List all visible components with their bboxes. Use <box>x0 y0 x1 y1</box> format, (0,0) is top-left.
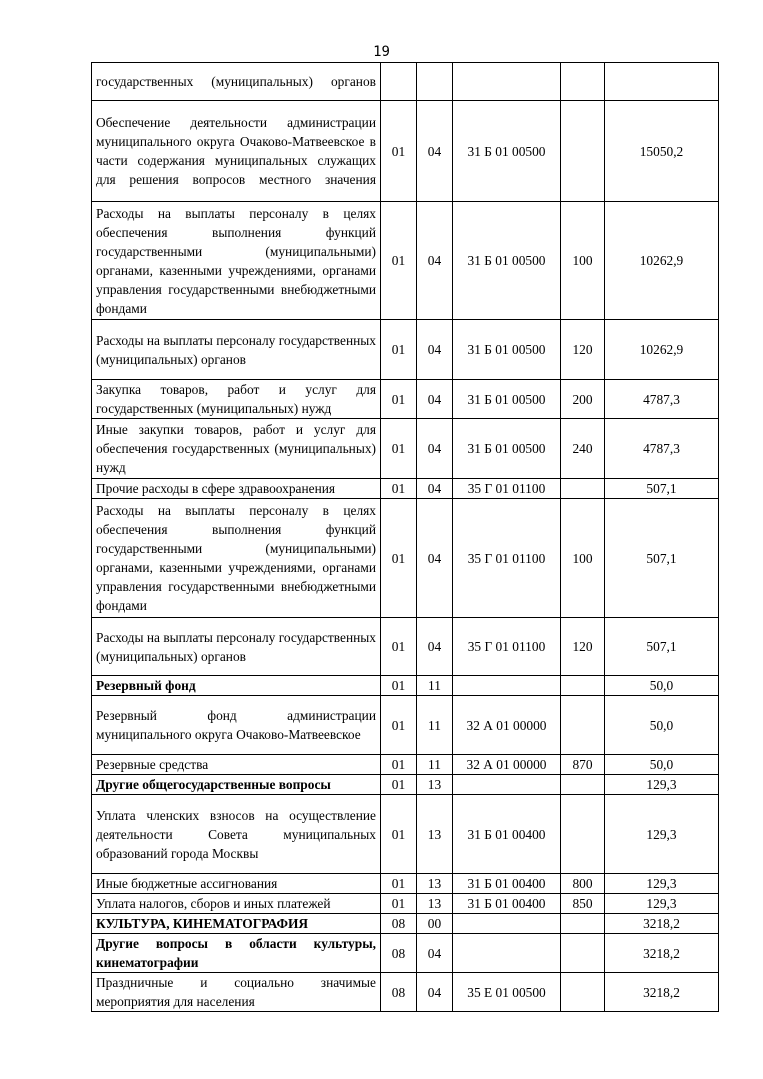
row-target-article: 31 Б 01 00500 <box>453 380 561 419</box>
row-section: 01 <box>381 499 417 618</box>
row-name: КУЛЬТУРА, КИНЕМАТОГРАФИЯ <box>92 914 381 934</box>
row-subsection: 13 <box>417 874 453 894</box>
row-name: Расходы на выплаты персоналу в целях обеспечения выполнения функций государственными (муниципальными) органами, казенными учреждениями, органами управления государственными внебюджетными фондами <box>92 202 381 320</box>
row-section: 08 <box>381 934 417 973</box>
row-subsection: 13 <box>417 894 453 914</box>
row-expense-type: 870 <box>561 755 605 775</box>
row-expense-type: 800 <box>561 874 605 894</box>
row-section: 01 <box>381 696 417 755</box>
row-target-article: 31 Б 01 00400 <box>453 894 561 914</box>
row-sum: 3218,2 <box>605 914 719 934</box>
row-section: 01 <box>381 894 417 914</box>
row-name: Иные закупки товаров, работ и услуг для обеспечения государственных (муниципальных) нужд <box>92 419 381 479</box>
row-name: Резервный фонд администрации муниципального округа Очаково-Матвеевское <box>92 696 381 755</box>
row-name: Уплата членских взносов на осуществление деятельности Совета муниципальных образований города Москвы <box>92 795 381 874</box>
row-sum: 3218,2 <box>605 973 719 1012</box>
row-target-article: 32 А 01 00000 <box>453 696 561 755</box>
row-name: Расходы на выплаты персоналу в целях обеспечения выполнения функций государственными (муниципальными) органами, казенными учреждениями, органами управления государственными внебюджетными фондами <box>92 499 381 618</box>
row-subsection: 04 <box>417 479 453 499</box>
row-section: 01 <box>381 874 417 894</box>
row-section: 01 <box>381 380 417 419</box>
row-expense-type: 120 <box>561 618 605 676</box>
table-row <box>92 874 719 894</box>
row-subsection: 11 <box>417 755 453 775</box>
row-name: Уплата налогов, сборов и иных платежей <box>92 894 381 914</box>
row-target-article <box>453 63 561 101</box>
row-target-article: 35 Г 01 01100 <box>453 479 561 499</box>
row-sum: 507,1 <box>605 499 719 618</box>
page-number: 19 <box>373 44 390 60</box>
table-row <box>92 795 719 874</box>
row-name: Закупка товаров, работ и услуг для государственных (муниципальных) нужд <box>92 380 381 419</box>
row-name: Праздничные и социально значимые мероприятия для населения <box>92 973 381 1012</box>
row-section: 01 <box>381 775 417 795</box>
row-name: государственных (муниципальных) органов <box>92 63 381 101</box>
row-target-article <box>453 775 561 795</box>
row-section: 01 <box>381 202 417 320</box>
row-expense-type <box>561 795 605 874</box>
row-sum: 129,3 <box>605 894 719 914</box>
row-subsection: 04 <box>417 499 453 618</box>
row-section: 08 <box>381 914 417 934</box>
row-section: 01 <box>381 320 417 380</box>
row-name: Расходы на выплаты персоналу государственных (муниципальных) органов <box>92 618 381 676</box>
row-target-article: 35 Г 01 01100 <box>453 499 561 618</box>
table-row <box>92 755 719 775</box>
row-expense-type <box>561 479 605 499</box>
row-section: 01 <box>381 618 417 676</box>
row-expense-type <box>561 101 605 202</box>
row-expense-type <box>561 63 605 101</box>
row-name: Другие вопросы в области культуры, кинематографии <box>92 934 381 973</box>
table-row <box>92 419 719 479</box>
row-sum: 15050,2 <box>605 101 719 202</box>
row-sum: 129,3 <box>605 795 719 874</box>
table-row <box>92 499 719 618</box>
row-target-article <box>453 914 561 934</box>
row-target-article: 32 А 01 00000 <box>453 755 561 775</box>
row-section: 01 <box>381 795 417 874</box>
table-row <box>92 934 719 973</box>
row-sum: 129,3 <box>605 775 719 795</box>
row-sum: 507,1 <box>605 618 719 676</box>
row-sum: 10262,9 <box>605 320 719 380</box>
row-target-article: 31 Б 01 00500 <box>453 419 561 479</box>
row-expense-type <box>561 696 605 755</box>
row-section: 01 <box>381 676 417 696</box>
row-expense-type: 100 <box>561 202 605 320</box>
row-subsection: 04 <box>417 934 453 973</box>
row-subsection: 00 <box>417 914 453 934</box>
row-subsection: 04 <box>417 973 453 1012</box>
row-name: Резервные средства <box>92 755 381 775</box>
row-subsection <box>417 63 453 101</box>
row-sum: 507,1 <box>605 479 719 499</box>
row-target-article: 31 Б 01 00500 <box>453 101 561 202</box>
row-section: 01 <box>381 419 417 479</box>
row-sum: 50,0 <box>605 696 719 755</box>
row-target-article <box>453 934 561 973</box>
table-row <box>92 676 719 696</box>
budget-table <box>91 62 719 1012</box>
row-subsection: 11 <box>417 696 453 755</box>
row-sum: 50,0 <box>605 676 719 696</box>
row-subsection: 04 <box>417 419 453 479</box>
row-target-article: 31 Б 01 00500 <box>453 320 561 380</box>
row-name: Резервный фонд <box>92 676 381 696</box>
row-subsection: 13 <box>417 795 453 874</box>
row-expense-type: 100 <box>561 499 605 618</box>
row-name: Прочие расходы в сфере здравоохранения <box>92 479 381 499</box>
row-subsection: 11 <box>417 676 453 696</box>
row-target-article: 31 Б 01 00400 <box>453 874 561 894</box>
table-row <box>92 618 719 676</box>
row-subsection: 04 <box>417 202 453 320</box>
row-sum: 10262,9 <box>605 202 719 320</box>
row-expense-type <box>561 914 605 934</box>
row-sum: 129,3 <box>605 874 719 894</box>
row-target-article: 31 Б 01 00500 <box>453 202 561 320</box>
row-expense-type: 120 <box>561 320 605 380</box>
row-section: 01 <box>381 101 417 202</box>
row-sum <box>605 63 719 101</box>
row-section: 01 <box>381 479 417 499</box>
row-name: Расходы на выплаты персоналу государственных (муниципальных) органов <box>92 320 381 380</box>
row-expense-type <box>561 775 605 795</box>
row-expense-type: 200 <box>561 380 605 419</box>
row-section <box>381 63 417 101</box>
table-row <box>92 914 719 934</box>
row-sum: 3218,2 <box>605 934 719 973</box>
row-subsection: 04 <box>417 320 453 380</box>
row-sum: 4787,3 <box>605 380 719 419</box>
row-subsection: 04 <box>417 618 453 676</box>
table-row <box>92 775 719 795</box>
row-expense-type <box>561 934 605 973</box>
row-name: Обеспечение деятельности администрации муниципального округа Очаково-Матвеевское в части содержания муниципальных служащих для решения вопросов местного значения <box>92 101 381 202</box>
row-target-article: 35 Е 01 00500 <box>453 973 561 1012</box>
row-expense-type <box>561 676 605 696</box>
table-row <box>92 63 719 101</box>
table-row <box>92 696 719 755</box>
row-subsection: 04 <box>417 380 453 419</box>
row-subsection: 13 <box>417 775 453 795</box>
table-row <box>92 973 719 1012</box>
row-expense-type: 240 <box>561 419 605 479</box>
row-target-article: 35 Г 01 01100 <box>453 618 561 676</box>
table-row <box>92 380 719 419</box>
row-expense-type: 850 <box>561 894 605 914</box>
table-row <box>92 479 719 499</box>
row-expense-type <box>561 973 605 1012</box>
table-row <box>92 202 719 320</box>
row-name: Иные бюджетные ассигнования <box>92 874 381 894</box>
table-row <box>92 320 719 380</box>
row-target-article <box>453 676 561 696</box>
row-sum: 4787,3 <box>605 419 719 479</box>
table-row <box>92 101 719 202</box>
row-section: 08 <box>381 973 417 1012</box>
row-subsection: 04 <box>417 101 453 202</box>
row-name: Другие общегосударственные вопросы <box>92 775 381 795</box>
row-target-article: 31 Б 01 00400 <box>453 795 561 874</box>
row-section: 01 <box>381 755 417 775</box>
table-row <box>92 894 719 914</box>
row-sum: 50,0 <box>605 755 719 775</box>
